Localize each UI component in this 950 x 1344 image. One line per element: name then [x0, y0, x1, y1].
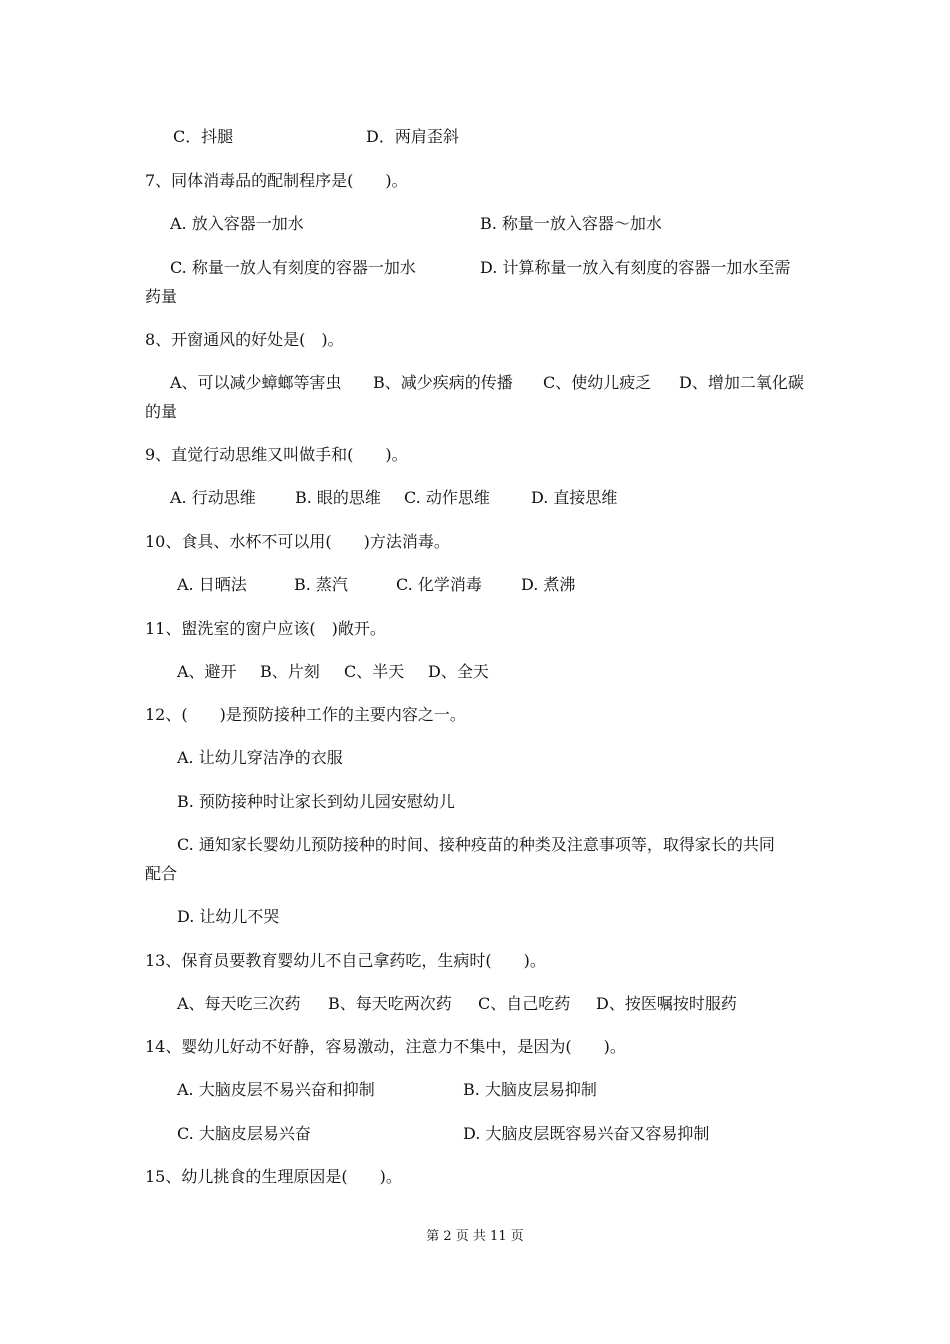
q7-option-d-cont: 药量	[145, 287, 178, 306]
q14-option-c: C. 大脑皮层易兴奋	[177, 1124, 311, 1143]
q14-question: 14、婴幼儿好动不好静，容易激动，注意力不集中，是因为( )。	[145, 1037, 626, 1056]
q8-question: 8、开窗通风的好处是( )。	[145, 330, 344, 349]
q8-option-c: C、使幼儿疲乏	[543, 373, 652, 392]
q7-option-b: B. 称量一放入容器～加水	[480, 214, 662, 233]
q12-option-a: A. 让幼儿穿洁净的衣服	[177, 748, 343, 767]
q7-option-c: C. 称量一放人有刻度的容器一加水	[170, 258, 416, 277]
q9-option-a: A. 行动思维	[170, 488, 256, 507]
q13-question: 13、保育员要教育婴幼儿不自己拿药吃，生病时( )。	[145, 951, 546, 970]
q8-option-d-cont: 的量	[145, 402, 178, 421]
q8-option-a: A、可以减少蟑螂等害虫	[170, 373, 342, 392]
q10-option-b: B. 蒸汽	[294, 575, 348, 594]
q13-option-d: D、按医嘱按时服药	[596, 994, 737, 1013]
q9-option-d: D. 直接思维	[531, 488, 618, 507]
q15-question: 15、幼儿挑食的生理原因是( )。	[145, 1167, 402, 1186]
q10-option-a: A. 日晒法	[177, 575, 247, 594]
q12-option-d: D. 让幼儿不哭	[177, 907, 280, 926]
q12-option-c: C. 通知家长婴幼儿预防接种的时间、接种疫苗的种类及注意事项等，取得家长的共同	[177, 835, 775, 854]
q13-option-b: B、每天吃两次药	[328, 994, 452, 1013]
q11-option-b: B、片刻	[260, 662, 320, 681]
q11-question: 11、盥洗室的窗户应该( )敞开。	[145, 619, 386, 638]
q6-option-c: C．抖腿	[173, 127, 234, 146]
q8-option-b: B、减少疾病的传播	[373, 373, 513, 392]
q6-option-d: D．两肩歪斜	[366, 127, 459, 146]
q12-question: 12、( )是预防接种工作的主要内容之一。	[145, 705, 466, 724]
q12-option-c-cont: 配合	[145, 864, 178, 883]
q10-option-d: D. 煮沸	[521, 575, 576, 594]
q7-question: 7、同体消毒品的配制程序是( )。	[145, 171, 408, 190]
q13-option-a: A、每天吃三次药	[177, 994, 301, 1013]
q9-option-c: C. 动作思维	[404, 488, 490, 507]
q14-option-a: A. 大脑皮层不易兴奋和抑制	[177, 1080, 375, 1099]
q14-option-b: B. 大脑皮层易抑制	[463, 1080, 597, 1099]
q11-option-a: A、避开	[177, 662, 237, 681]
q11-option-d: D、全天	[428, 662, 489, 681]
q7-option-d: D. 计算称量一放入有刻度的容器一加水至需	[480, 258, 791, 277]
q14-option-d: D. 大脑皮层既容易兴奋又容易抑制	[463, 1124, 710, 1143]
page-footer: 第 2 页 共 11 页	[426, 1229, 524, 1244]
q10-question: 10、食具、水杯不可以用( )方法消毒。	[145, 532, 450, 551]
q10-option-c: C. 化学消毒	[396, 575, 482, 594]
q9-option-b: B. 眼的思维	[295, 488, 381, 507]
q9-question: 9、直觉行动思维又叫做手和( )。	[145, 445, 408, 464]
q13-option-c: C、自己吃药	[478, 994, 571, 1013]
q8-option-d: D、增加二氧化碳	[679, 373, 804, 392]
q12-option-b: B. 预防接种时让家长到幼儿园安慰幼儿	[177, 792, 455, 811]
q7-option-a: A. 放入容器一加水	[170, 214, 304, 233]
q11-option-c: C、半天	[344, 662, 405, 681]
